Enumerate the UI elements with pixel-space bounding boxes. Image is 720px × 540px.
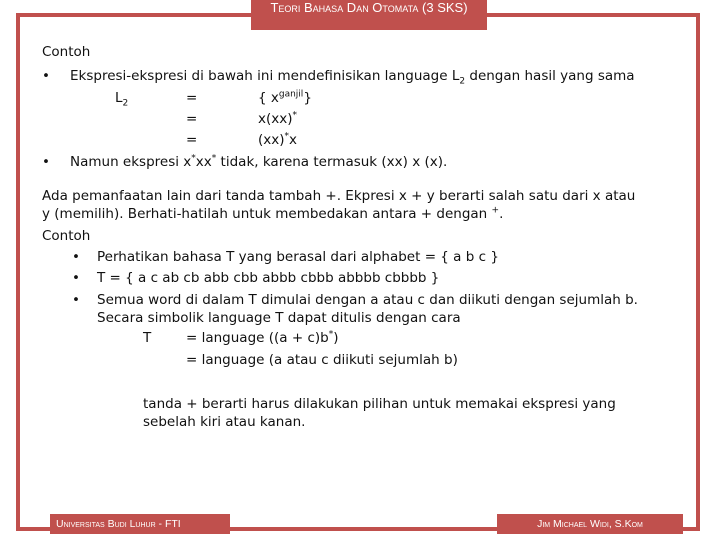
bullet-icon: • <box>42 154 50 170</box>
equation-sign-3: = <box>186 132 198 148</box>
section1-line2: Namun ekspresi x*xx* tidak, karena termasuk (xx) x (x). <box>70 153 448 170</box>
bullet-icon: • <box>42 68 50 84</box>
section2-bullet2: T = { a c ab cb abb cbb abbb cbbb abbbb cbbbb } <box>97 270 440 286</box>
footer-author-text: Jim Michael Widi, S.Kom <box>537 518 643 530</box>
footer-author <box>497 514 683 534</box>
footer-university-text: Universitas Budi Luhur - FTI <box>56 518 181 530</box>
section2-bullet3-line2: Secara simbolik language T dapat ditulis dengan cara <box>97 310 461 326</box>
note-line2: sebelah kiri atau kanan. <box>143 414 306 430</box>
equation-rhs-1: { $x^{ganjil}$} <box>258 89 312 106</box>
equation-sign-2: = <box>186 111 198 127</box>
t-definition-1: = language ((a + c)b*) <box>186 329 339 346</box>
section2-bullet1: Perhatikan bahasa T yang berasal dari alphabet = { a b c } <box>97 249 499 265</box>
equation-rhs-3: (xx)*x <box>258 131 298 148</box>
section2-heading: Contoh <box>42 228 91 244</box>
section1-heading: Contoh <box>42 44 91 60</box>
equation-sign-1: = <box>186 90 198 106</box>
section2-bullet3-line1: Semua word di dalam T dimulai dengan a atau c dan diikuti dengan sejumlah b. <box>97 292 638 308</box>
t-definition-2: = language (a atau c diikuti sejumlah b) <box>186 352 458 368</box>
bullet-icon: • <box>72 270 80 286</box>
slide-title-text: Teori Bahasa Dan Otomata (3 SKS) <box>270 0 468 15</box>
bullet-icon: • <box>72 292 80 308</box>
t-label: T <box>143 330 152 346</box>
bullet-icon: • <box>72 249 80 265</box>
paragraph-line2: y (memilih). Berhati-hatilah untuk membedakan antara + dengan +. <box>42 205 504 222</box>
slide-title <box>251 0 487 30</box>
paragraph-line1: Ada pemanfaatan lain dari tanda tambah +. Ekpresi x + y berarti salah satu dari x atau <box>42 188 636 204</box>
note-line1: tanda + berarti harus dilakukan pilihan untuk memakai ekspresi yang <box>143 396 616 412</box>
section1-line1: Ekspresi-ekspresi di bawah ini mendefinisikan language $L_2$ dengan hasil yang sama <box>70 68 635 87</box>
equation-rhs-2: x(xx)* <box>258 110 298 127</box>
equation-lhs: $L_2$ <box>115 90 129 109</box>
footer-university <box>50 514 230 534</box>
